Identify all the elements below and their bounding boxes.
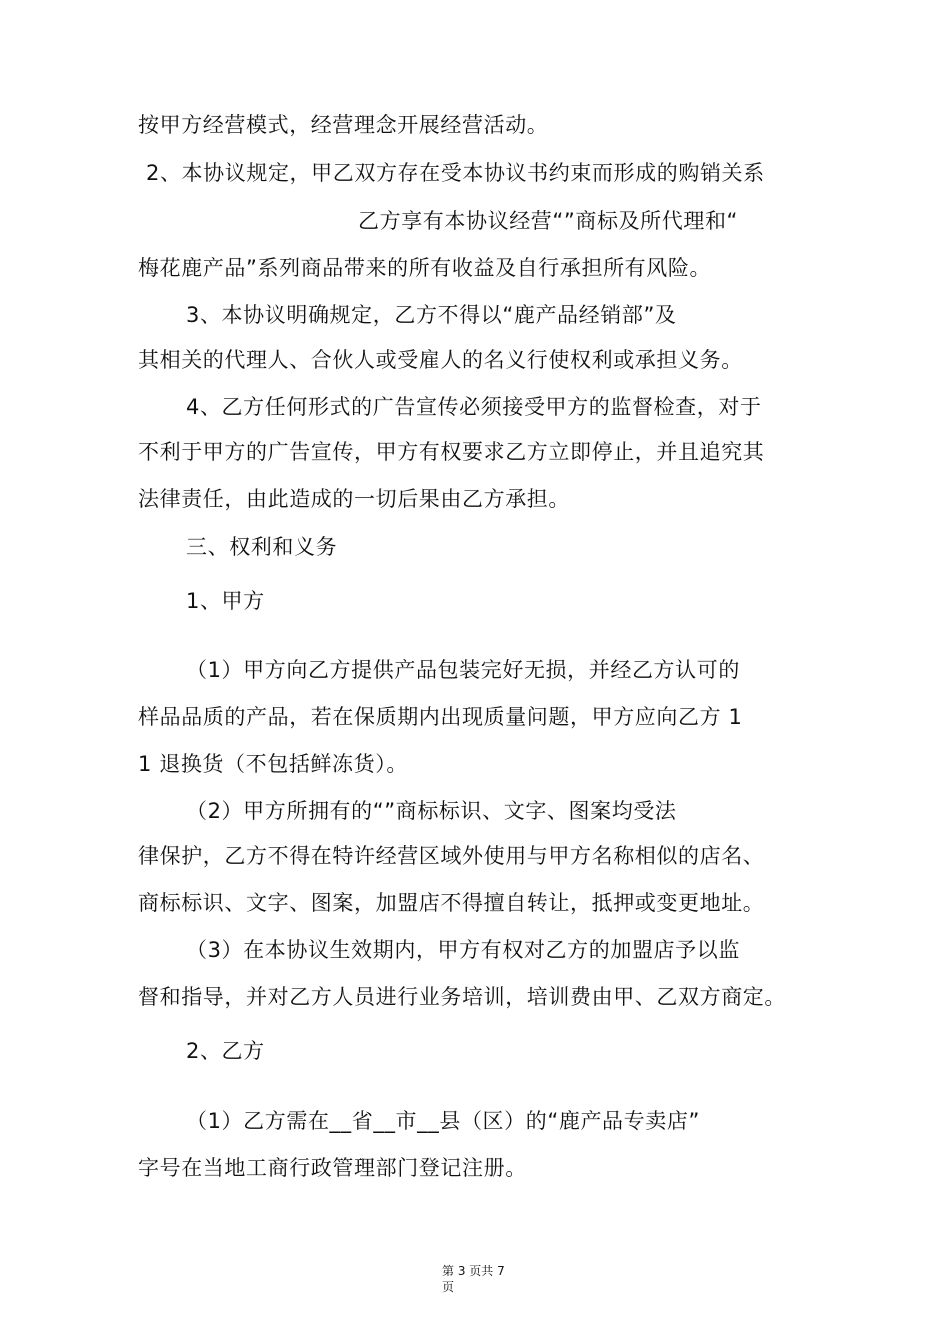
paragraph-line: 乙方享有本协议经营“”商标及所代理和“ [358,209,739,233]
page-number-line: 第 3 页共 7 [442,1264,505,1278]
paragraph-line: 律保护，乙方不得在特许经营区域外使用与甲方名称相似的店名、 [138,844,765,868]
paragraph-line: 其相关的代理人、合伙人或受雇人的名义行使权利或承担义务。 [138,348,743,372]
page-number-line: 页 [442,1280,455,1294]
section-heading: 三、权利和义务 [186,535,338,559]
paragraph-line: 按甲方经营模式，经营理念开展经营活动。 [138,113,549,137]
subsection-heading: 2、乙方 [186,1039,265,1063]
paragraph-line: 法律责任，由此造成的一切后果由乙方承担。 [138,487,570,511]
paragraph-line: 4、乙方任何形式的广告宣传必须接受甲方的监督检查，对于 [186,395,762,419]
paragraph-line: 梅花鹿产品”系列商品带来的所有收益及自行承担所有风险。 [138,256,712,280]
paragraph-line: 1 退换货（不包括鲜冻货）。 [138,752,408,776]
paragraph-line: 字号在当地工商行政管理部门登记注册。 [138,1156,527,1180]
paragraph-line: 样品品质的产品，若在保质期内出现质量问题，甲方应向乙方 1 [138,705,743,729]
paragraph-line: （3）在本协议生效期内，甲方有权对乙方的加盟店予以监 [186,938,740,962]
paragraph-line: （1）甲方向乙方提供产品包装完好无损，并经乙方认可的 [186,658,740,682]
paragraph-line: 3、本协议明确规定，乙方不得以“鹿产品经销部”及 [186,303,677,327]
paragraph-line: （1）乙方需在__省__市__县（区）的“鹿产品专卖店” [186,1109,700,1133]
subsection-heading: 1、甲方 [186,589,265,613]
paragraph-line: 不利于甲方的广告宣传，甲方有权要求乙方立即停止，并且追究其 [138,440,765,464]
paragraph-line: （2）甲方所拥有的“”商标标识、文字、图案均受法 [186,799,677,823]
paragraph-line: 督和指导，并对乙方人员进行业务培训，培训费由甲、乙双方商定。 [138,985,786,1009]
paragraph-line: 2、本协议规定，甲乙双方存在受本协议书约束而形成的购销关系 [146,161,765,185]
paragraph-line: 商标标识、文字、图案，加盟店不得擅自转让，抵押或变更地址。 [138,891,765,915]
